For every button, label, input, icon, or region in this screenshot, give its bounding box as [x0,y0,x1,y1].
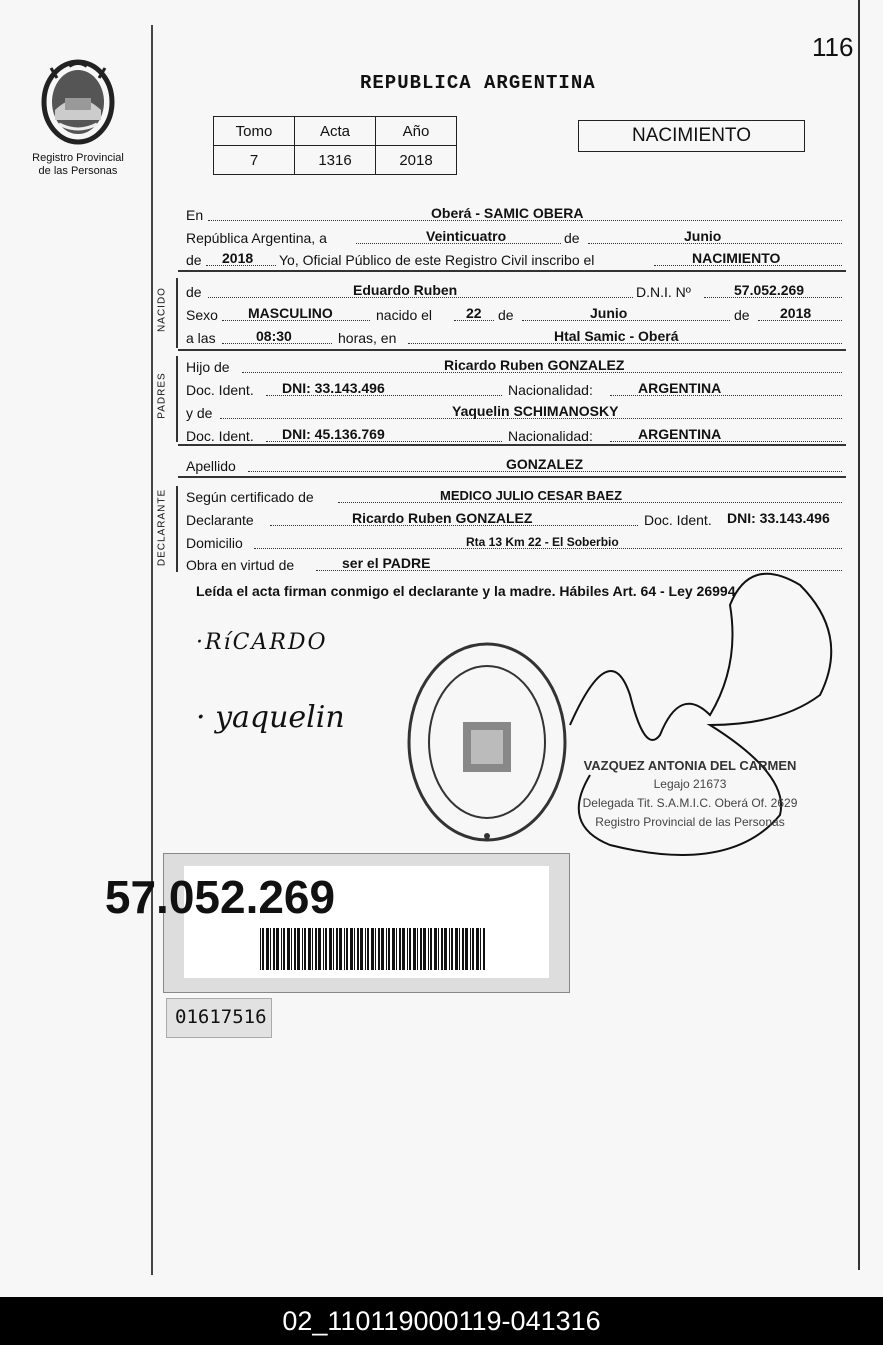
declarante-row-cert [186,485,846,507]
obra-value: ser el PADRE [342,555,431,571]
child-dni: 57.052.269 [734,282,805,298]
section-declarante-label: DECLARANTE [156,488,168,567]
apellido-row [186,454,846,476]
mother-nat-label: Nacionalidad: [508,428,593,444]
dom-value: Rta 13 Km 22 - El Soberbio [466,535,619,549]
record-value-tomo: 7 [214,146,295,175]
nacido-de-label: de [186,284,202,300]
birth-place: Htal Samic - Oberá [554,328,679,344]
record-header-acta: Acta [295,117,376,146]
inscribe-value: NACIMIENTO [692,250,781,266]
intro-row-date [186,226,846,248]
registry-seal-icon [405,640,570,845]
intro-day: Veinticuatro [426,228,507,244]
barcode-icon [260,928,490,975]
nacido-row-time [186,326,846,348]
birth-time: 08:30 [256,328,292,344]
id-label-dni: 57.052.269 [104,871,336,923]
father-doc: DNI: 33.143.496 [282,380,385,396]
apellido-value: GONZALEZ [506,456,583,472]
section-nacido-label: NACIDO [156,287,168,332]
mother-signature: · yaquelin [196,700,345,735]
decl-label: Declarante [186,512,254,528]
record-type-box: NACIMIENTO [578,120,805,152]
father-nat-label: Nacionalidad: [508,382,593,398]
birth-year: 2018 [780,305,812,321]
padres-row-mother-doc [186,424,846,446]
official-delegada: Delegada Tit. S.A.M.I.C. Oberá Of. 2629 [582,796,798,810]
nacido-row-name [186,280,846,302]
logo-line-1: Registro Provincial [32,152,124,164]
declarant-signature: ·RíCARDO [196,630,328,655]
obra-label: Obra en virtud de [186,557,295,573]
mother-name: Yaquelin SCHIMANOSKY [452,403,619,419]
section-padres-label: PADRES [156,372,168,419]
serial-number: 01617516 [175,1006,267,1028]
de-label: de [564,230,580,246]
intro-year: 2018 [222,250,254,266]
official-legajo: Legajo 21673 [653,777,727,791]
inscribe-text: Yo, Oficial Público de este Registro Civil inscribo el [279,252,595,268]
birth-day: 22 [466,305,482,321]
decl-doc-label: Doc. Ident. [644,512,712,528]
nacido-row-birth [186,303,846,325]
record-header-anio: Año [376,117,457,146]
intro-place: Oberá - SAMIC OBERA [431,205,584,221]
hijo-de-label: Hijo de [186,359,230,375]
nacido-de-label-3: de [734,307,750,323]
decl-doc: DNI: 33.143.496 [727,510,830,526]
de-label-year: de [186,252,202,268]
cert-value: MEDICO JULIO CESAR BAEZ [440,488,623,503]
nacido-el-label: nacido el [376,307,433,323]
mother-nationality: ARGENTINA [638,426,722,442]
padres-row-father [186,355,846,377]
child-sex: MASCULINO [248,305,333,321]
province-logo [28,58,128,178]
record-table [213,116,457,175]
country-title: REPUBLICA ARGENTINA [360,72,596,94]
official-name: VAZQUEZ ANTONIA DEL CARMEN [583,758,797,773]
en-label: En [186,207,204,223]
father-doc-label: Doc. Ident. [186,382,254,398]
republic-label: República Argentina, a [186,230,327,246]
record-value-acta: 1316 [295,146,376,175]
mother-doc-label: Doc. Ident. [186,428,254,444]
page-number: 116 [812,32,854,62]
padres-row-mother [186,401,846,423]
horas-label: horas, en [338,330,397,346]
father-name: Ricardo Ruben GONZALEZ [444,357,625,373]
decl-value: Ricardo Ruben GONZALEZ [352,510,533,526]
province-crest-icon [39,58,117,148]
record-value-anio: 2018 [376,146,457,175]
left-margin-line [151,25,153,1275]
mother-doc: DNI: 45.136.769 [282,426,385,442]
declarante-row-decl [186,508,846,530]
birth-month: Junio [590,305,628,321]
sexo-label: Sexo [186,307,218,323]
father-nationality: ARGENTINA [638,380,722,396]
dni-label: D.N.I. Nº [636,284,691,300]
official-block [575,756,805,832]
intro-row-place [186,203,846,225]
footer-filename: 02_110119000119-041316 [0,1297,883,1345]
a-las-label: a las [186,330,216,346]
intro-month: Junio [684,228,722,244]
right-margin-line [858,0,860,1270]
apellido-label: Apellido [186,458,236,474]
registry-stamp [405,640,570,850]
dom-label: Domicilio [186,535,243,551]
child-name: Eduardo Ruben [353,282,458,298]
record-header-tomo: Tomo [214,117,295,146]
intro-row-inscribe [186,248,846,270]
official-registry: Registro Provincial de las Personas [595,815,785,829]
logo-line-2: de las Personas [38,165,118,177]
nacido-de-label-2: de [498,307,514,323]
cert-label: Según certificado de [186,489,314,505]
closing-text: Leída el acta firman conmigo el declarante y la madre. Hábiles Art. 64 - Ley 26994 [196,583,736,599]
padres-row-father-doc [186,378,846,400]
y-de-label: y de [186,405,213,421]
